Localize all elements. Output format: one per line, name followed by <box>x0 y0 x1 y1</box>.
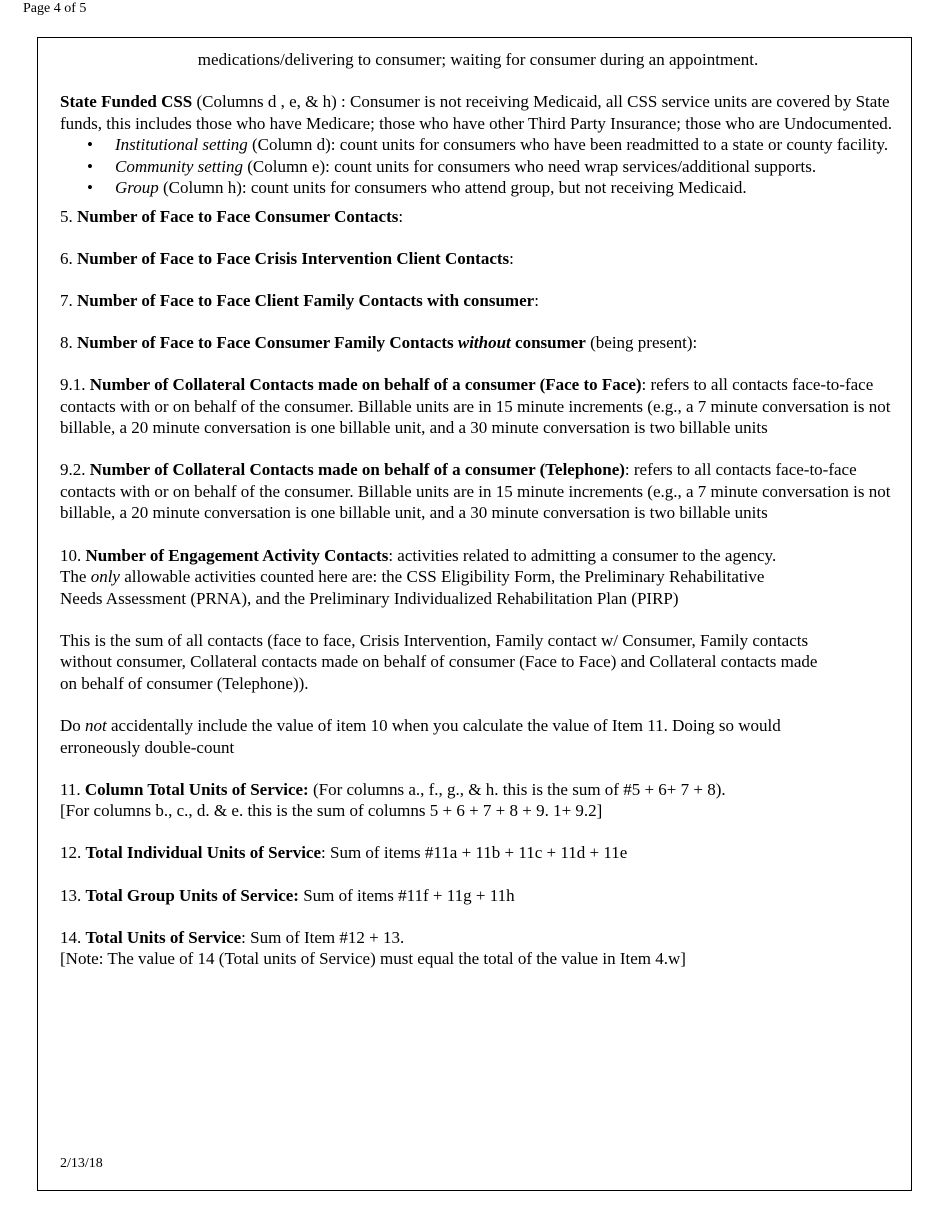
item-title-part: Number of Face to Face Consumer Family Contacts <box>77 332 458 352</box>
item-tail: : <box>534 290 539 310</box>
item-title: Number of Face to Face Consumer Contacts <box>77 206 399 226</box>
item-text: : refers to all contacts face-to-face contacts with or on behalf of the consumer. Billable units are in 15 minute increments (e.g., a 7 minute conversation is not billable, a 20 minute conversation is one billable unit, and a 30 minute conversation is two billable units <box>60 374 891 438</box>
intro-line: medications/delivering to consumer; waiting for consumer during an appointment. <box>197 50 759 69</box>
item-text: : Sum of items #11a + 11b + 11c + 11d + 11e <box>321 843 628 863</box>
item-14 <box>60 927 896 970</box>
item-number: 13. <box>60 885 86 905</box>
item-title: Total Group Units of Service: <box>85 885 299 905</box>
item-title: Number of Collateral Contacts made on behalf of a consumer (Face to Face) <box>89 374 642 394</box>
item-number: 6. <box>60 248 77 268</box>
item-tail: (being present): <box>585 332 698 352</box>
state-funded-css-paragraph <box>60 91 896 134</box>
item-7 <box>60 290 896 312</box>
bullet-group <box>115 177 896 199</box>
document-frame <box>37 37 912 1191</box>
item-text-line2: [Note: The value of 14 (Total units of Service) must equal the total of the value in Item 4.w] <box>60 949 686 969</box>
caution-text: Do <box>60 716 86 736</box>
item-title-part: consumer <box>510 332 586 352</box>
item-9-1 <box>60 374 896 439</box>
caution-emphasis: not <box>85 716 107 736</box>
item-number: 12. <box>60 843 86 863</box>
item-number: 8. <box>60 332 77 352</box>
sum-note-paragraph: This is the sum of all contacts (face to face, Crisis Intervention, Family contact w/ Consumer, Family contacts without consumer, Collateral contacts made on behalf of consumer (Face to Face) and Collateral contacts made on behalf of consumer (Telephone)). <box>60 630 818 693</box>
footer-date: 2/13/18 <box>60 1156 103 1171</box>
bullet-community-setting <box>115 156 896 178</box>
bullet-term: Community setting <box>115 156 243 176</box>
page-number-label: Page 4 of 5 <box>23 1 87 16</box>
state-funded-css-title: State Funded CSS <box>60 92 193 112</box>
item-title: Column Total Units of Service: <box>84 779 309 799</box>
bullet-text: (Column h): count units for consumers who attend group, but not receiving Medicaid. <box>158 178 747 198</box>
item-title: Number of Engagement Activity Contacts <box>85 545 389 565</box>
item-number: 14. <box>60 927 86 947</box>
bullet-text: (Column d): count units for consumers who have been readmitted to a state or county facility. <box>247 135 889 155</box>
item-number: 9.2. <box>60 460 90 480</box>
item-title: Total Individual Units of Service <box>85 843 322 863</box>
item-number: 9.1. <box>60 374 90 394</box>
item-9-2 <box>60 459 896 524</box>
state-funded-bullet-list <box>60 134 896 199</box>
item-number: 7. <box>60 290 77 310</box>
item-tail: : <box>398 206 404 226</box>
item-11 <box>60 779 896 822</box>
item-text: allowable activities counted here are: the CSS Eligibility Form, the Preliminary Rehabilitative Needs Assessment (PRNA), and the Preliminary Individualized Rehabilitation Plan (PIRP) <box>60 567 765 608</box>
caution-text: accidentally include the value of item 10 when you calculate the value of Item 11. Doing so would erroneously double-count <box>60 716 781 757</box>
item-number: 11. <box>60 779 85 799</box>
state-funded-css-text: (Columns d , e, & h) : Consumer is not receiving Medicaid, all CSS service units are covered by State funds, this includes those who have Medicare; those who have other Third Party Insurance; those who are Undocumented. <box>60 92 892 133</box>
item-title <box>77 333 586 352</box>
item-number: 5. <box>60 206 77 226</box>
item-text: : activities related to admitting a consumer to the agency. The <box>60 545 777 587</box>
item-tail: : <box>509 248 514 268</box>
item-title-emphasis: without <box>457 332 511 352</box>
item-6 <box>60 248 896 270</box>
item-text-line2: [For columns b., c., d. & e. this is the sum of columns 5 + 6 + 7 + 8 + 9. 1+ 9.2] <box>60 801 603 821</box>
item-10 <box>60 545 800 610</box>
item-8 <box>60 332 896 354</box>
item-text: : refers to all contacts face-to-face contacts with or on behalf of the consumer. Billable units are in 15 minute increments (e.g., a 7 minute conversation is not billable, a 20 minute conversation is one billable unit, and a 30 minute conversation is two billable units <box>60 460 891 523</box>
item-5 <box>60 206 896 228</box>
item-title: Number of Face to Face Client Family Contacts with consumer <box>77 290 535 310</box>
item-emphasis: only <box>90 567 120 587</box>
item-13 <box>60 885 896 907</box>
item-title: Number of Collateral Contacts made on behalf of a consumer (Telephone) <box>89 460 625 480</box>
bullet-term: Institutional setting <box>115 135 248 155</box>
item-title: Number of Face to Face Crisis Intervention Client Contacts <box>77 248 510 268</box>
bullet-term: Group <box>115 178 159 198</box>
bullet-text: (Column e): count units for consumers who need wrap services/additional supports. <box>242 156 817 176</box>
bullet-institutional-setting <box>115 134 896 156</box>
item-title: Total Units of Service <box>85 927 242 947</box>
item-text: (For columns a., f., g., & h. this is the sum of #5 + 6+ 7 + 8). <box>308 779 726 799</box>
item-number: 10. <box>60 545 86 565</box>
document-body <box>60 49 896 970</box>
caution-paragraph <box>60 715 820 758</box>
item-12 <box>60 842 896 864</box>
item-text: : Sum of Item #12 + 13. <box>241 927 405 947</box>
item-text: Sum of items #11f + 11g + 11h <box>298 885 515 905</box>
